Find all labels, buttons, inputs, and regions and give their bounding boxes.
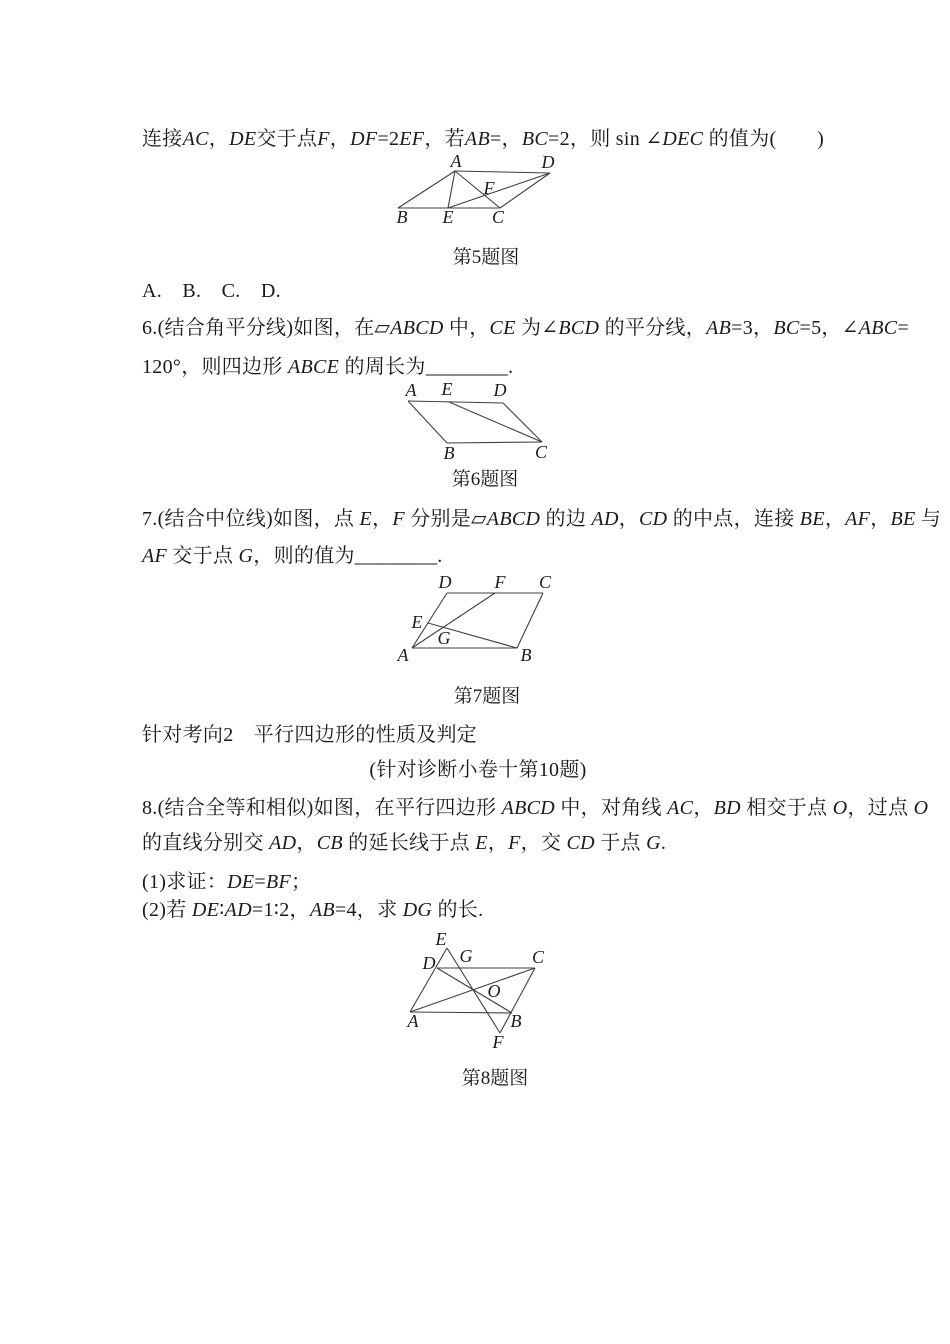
text-segment: ，: [618, 508, 639, 530]
text-segment: DEC: [662, 128, 704, 150]
text-segment: 120°，则四边形: [142, 356, 288, 378]
text-segment: DE: [229, 128, 257, 150]
figure-5: [397, 151, 555, 227]
figure-5-segment-AD: [455, 171, 550, 173]
text-segment: CD: [639, 508, 668, 530]
text-segment: =2: [377, 128, 400, 150]
text-segment: ，若: [424, 128, 465, 150]
text-segment: =，: [489, 128, 522, 150]
text-segment: ，: [693, 797, 714, 819]
text-segment: EF: [399, 128, 425, 150]
text-segment: CE: [489, 317, 516, 339]
text-segment: AC: [182, 128, 209, 150]
text-segment: AD: [269, 832, 297, 854]
text-segment: 相交于点: [740, 797, 833, 819]
text-segment: ；: [291, 871, 312, 893]
figure-6-point-label-D: D: [493, 380, 507, 400]
text-segment: 的边: [540, 508, 592, 530]
text-segment: AF: [845, 508, 871, 530]
figure-6-caption: 第6题图: [451, 469, 519, 490]
figure-7-segment-BC: [517, 593, 543, 648]
text-segment: ，过点: [847, 797, 914, 819]
figure-5-point-label-A: A: [450, 151, 462, 171]
text-segment: =: [897, 317, 910, 339]
text-segment: 8.(结合全等和相似)如图，在平行四边形: [142, 797, 502, 819]
figure-6-segment-AB: [408, 401, 447, 443]
text-segment: 的平分线，: [599, 317, 707, 339]
figure-7-point-label-G: G: [437, 628, 451, 648]
text-segment: AB: [309, 899, 335, 921]
figure-6-segment-EC: [449, 402, 542, 442]
text-segment: (针对诊断小卷十第10题): [369, 759, 587, 781]
text-segment: ，: [870, 508, 891, 530]
figure-8-point-label-G: G: [459, 946, 473, 966]
text-segment: (1)求证：: [142, 871, 228, 893]
text-line-q8-stem-1: [142, 797, 928, 819]
figure-7-point-label-E: E: [411, 612, 423, 632]
text-segment: BD: [713, 797, 741, 819]
text-line-q6-stem-1: [142, 317, 909, 339]
text-segment: ABCD: [501, 797, 556, 819]
text-segment: E: [359, 508, 373, 530]
figure-8-point-label-B: B: [510, 1011, 522, 1031]
text-segment: 的长.: [432, 899, 484, 921]
figure-7-caption: 第7题图: [453, 686, 521, 707]
text-segment: ，: [329, 128, 351, 150]
text-segment: G: [238, 545, 254, 567]
text-segment: ABCE: [288, 356, 340, 378]
text-segment: AF: [142, 545, 168, 567]
text-segment: O: [832, 797, 848, 819]
text-segment: BE: [799, 508, 825, 530]
figure-7-point-label-C: C: [538, 572, 552, 592]
text-segment: 中，: [443, 317, 490, 339]
text-segment: AD: [591, 508, 619, 530]
figure-8-segment-AC: [410, 968, 535, 1012]
text-line-section-subheading: [369, 759, 586, 781]
text-segment: E: [475, 832, 488, 854]
text-segment: ，则的值为________.: [253, 545, 443, 567]
figure-5-point-label-D: D: [541, 152, 555, 172]
text-segment: =5，∠: [799, 317, 859, 339]
figure-6-segment-BC: [447, 442, 542, 443]
text-segment: =3，: [731, 317, 774, 339]
figure-8-point-label-D: D: [422, 953, 436, 973]
text-segment: 的延长线于点: [342, 832, 476, 854]
text-segment: F: [317, 128, 330, 150]
text-segment: ∶: [219, 899, 225, 921]
text-segment: .: [660, 832, 667, 854]
text-segment: =4，求: [334, 899, 403, 921]
text-segment: DF: [350, 128, 378, 150]
text-segment: ，交: [520, 832, 567, 854]
figure-6-point-label-E: E: [441, 379, 453, 399]
figure-8-segment-AB: [410, 1012, 512, 1013]
text-segment: ，: [824, 508, 846, 530]
text-segment: A. B. C. D.: [142, 280, 281, 302]
text-segment: ABC: [858, 317, 898, 339]
figure-5-point-label-B: B: [396, 207, 408, 227]
figure-5-point-label-F: F: [483, 178, 495, 198]
figure-5-caption: 第5题图: [452, 247, 520, 268]
text-segment: G: [646, 832, 661, 854]
text-segment: 交于点: [256, 128, 318, 150]
text-segment: F: [508, 832, 521, 854]
figure-6-segment-AD: [408, 401, 503, 403]
figure-8-segment-DB: [437, 968, 512, 1013]
figure-5-segment-AE: [448, 171, 455, 208]
text-segment: 6.(结合角平分线)如图，在▱: [142, 317, 391, 339]
figure-6-point-label-A: A: [405, 380, 417, 400]
figure-6: [405, 379, 548, 463]
text-segment: 与: [915, 508, 942, 530]
text-segment: 的直线分别交: [142, 832, 270, 854]
text-segment: 针对考向2 平行四边形的性质及判定: [142, 724, 478, 746]
text-segment: 7.(结合中位线)如图，点: [142, 508, 360, 530]
text-segment: ，: [372, 508, 393, 530]
text-line-q6-stem-2: [142, 356, 513, 378]
text-segment: BC: [773, 317, 800, 339]
text-segment: 为∠: [515, 317, 559, 339]
text-segment: ABCD: [390, 317, 444, 339]
figure-7: [397, 572, 552, 665]
text-segment: 于点: [594, 832, 647, 854]
text-segment: DG: [402, 899, 433, 921]
text-segment: ，: [296, 832, 317, 854]
text-segment: DE: [227, 871, 255, 893]
text-segment: 分别是▱: [404, 508, 487, 530]
text-segment: DE: [191, 899, 220, 921]
text-line-q8-stem-2: [142, 832, 666, 854]
text-line-q8-part-1: [142, 871, 311, 893]
figure-6-point-label-C: C: [534, 442, 548, 462]
figure-8: [407, 929, 545, 1052]
text-segment: 的周长为________.: [339, 356, 514, 378]
figure-6-point-label-B: B: [443, 443, 455, 463]
text-segment: 连接: [142, 128, 183, 150]
figure-7-point-label-A: A: [397, 645, 409, 665]
text-segment: CD: [566, 832, 595, 854]
figure-5-point-label-E: E: [442, 207, 454, 227]
text-line-q8-part-2: [142, 899, 483, 921]
text-segment: 交于点: [167, 545, 239, 567]
text-segment: CB: [316, 832, 343, 854]
text-segment: BE: [890, 508, 916, 530]
text-segment: BF: [265, 871, 292, 893]
figure-5-segment-AB: [398, 171, 455, 208]
figure-7-segment-AF: [412, 593, 495, 648]
figure-7-point-label-B: B: [520, 645, 532, 665]
figure-8-point-label-C: C: [531, 947, 545, 967]
text-segment: F: [392, 508, 405, 530]
figure-6-segment-DC: [503, 403, 542, 442]
text-segment: BC: [521, 128, 549, 150]
text-segment: AB: [464, 128, 490, 150]
text-segment: 中，对角线: [555, 797, 668, 819]
text-line-q5-stem-continued: [142, 128, 824, 150]
text-segment: =: [254, 871, 266, 893]
text-line-section-heading: [142, 724, 477, 746]
text-segment: AB: [706, 317, 732, 339]
text-segment: BCD: [558, 317, 600, 339]
figure-8-point-label-A: A: [407, 1011, 419, 1031]
figure-8-point-label-O: O: [487, 981, 501, 1001]
text-segment: =1∶2，: [251, 899, 310, 921]
text-segment: ，: [487, 832, 509, 854]
figure-7-point-label-D: D: [438, 572, 452, 592]
text-segment: ABCD: [486, 508, 541, 530]
figure-8-point-label-E: E: [435, 929, 447, 949]
text-segment: 的值为( ): [703, 128, 825, 150]
figure-5-point-label-C: C: [491, 207, 505, 227]
text-segment: 的中点，连接: [667, 508, 800, 530]
figure-8-caption: 第8题图: [461, 1068, 529, 1089]
text-segment: O: [913, 797, 929, 819]
figure-7-point-label-F: F: [494, 572, 506, 592]
text-segment: AD: [224, 899, 252, 921]
text-segment: =2，则 sin ∠: [548, 128, 663, 150]
text-segment: (2)若: [142, 899, 192, 921]
figure-8-point-label-F: F: [492, 1032, 504, 1052]
text-segment: ，: [208, 128, 230, 150]
figure-5-segment-CD: [500, 173, 550, 208]
text-line-q7-stem-1: [142, 508, 941, 530]
text-line-q5-options: [142, 280, 281, 302]
text-line-q7-stem-2: [142, 545, 443, 567]
text-segment: AC: [667, 797, 694, 819]
